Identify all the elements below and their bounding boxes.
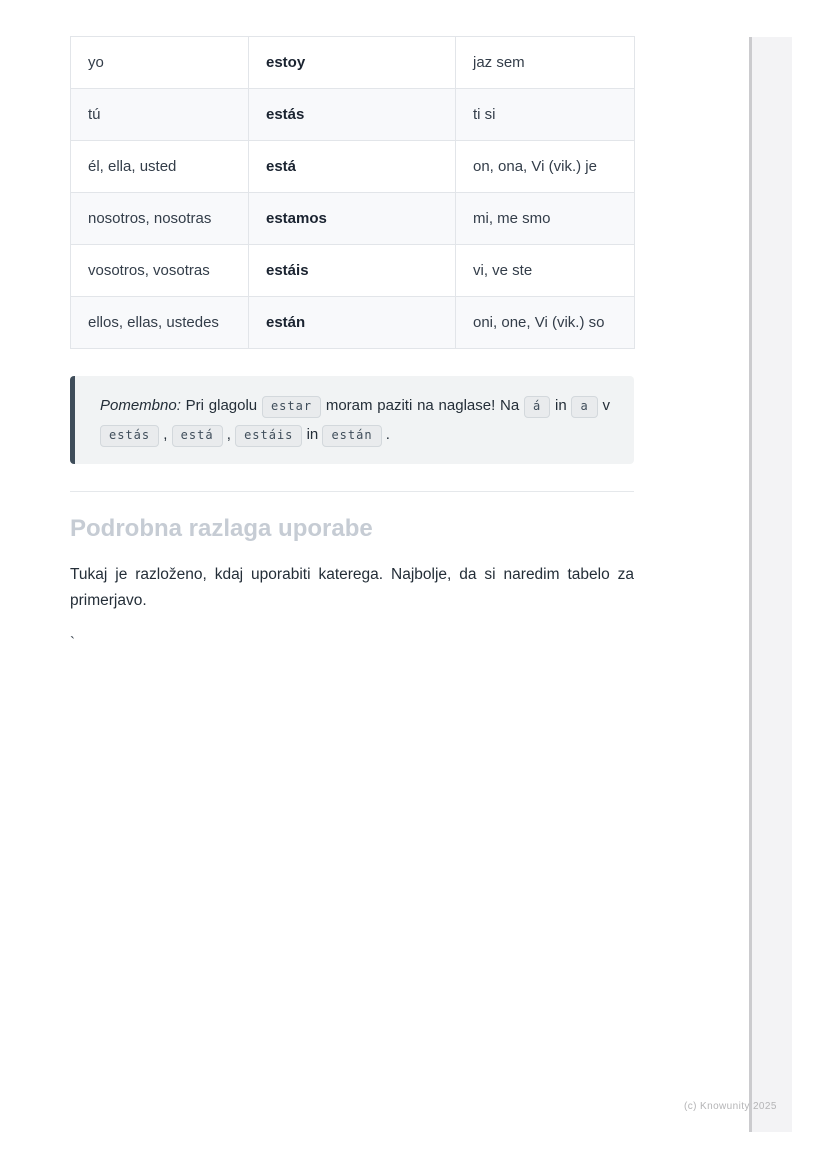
translation-cell: mi, me smo <box>456 193 635 245</box>
conjugation-table <box>70 36 635 349</box>
verb-cell: estás <box>249 89 456 141</box>
translation-cell: ti si <box>456 89 635 141</box>
pronoun-cell: ellos, ellas, ustedes <box>71 297 249 349</box>
pronoun-cell: nosotros, nosotras <box>71 193 249 245</box>
code-chip-estan: están <box>322 425 381 447</box>
pronoun-cell: yo <box>71 37 249 89</box>
code-chip-estas: estás <box>100 425 159 447</box>
code-chip-estar: estar <box>262 396 321 418</box>
callout-segment: in <box>306 426 319 443</box>
table-row <box>71 245 635 297</box>
table-row <box>71 89 635 141</box>
section-paragraph: Tukaj je razloženo, kdaj uporabiti katerega. Najbolje, da si naredim tabelo za primerjavo. <box>70 566 634 609</box>
translation-cell: jaz sem <box>456 37 635 89</box>
table-row <box>71 193 635 245</box>
verb-cell: estamos <box>249 193 456 245</box>
callout-text <box>100 391 610 449</box>
callout-segment: in <box>555 397 567 414</box>
document-page-content <box>70 36 634 651</box>
table-row <box>71 297 635 349</box>
table-row <box>71 37 635 89</box>
callout-segment: moram paziti na naglase! Na <box>325 397 520 414</box>
verb-cell: están <box>249 297 456 349</box>
verb-cell: estáis <box>249 245 456 297</box>
callout-lead: Pomembno: <box>100 397 181 414</box>
page-edge-strip <box>749 37 792 1132</box>
code-chip-estais: estáis <box>235 425 302 447</box>
callout-segment: . <box>385 426 390 443</box>
code-chip-a: a <box>571 396 597 418</box>
code-chip-esta: está <box>172 425 223 447</box>
code-chip-a-accent: á <box>524 396 550 418</box>
callout-segment: Pri glagolu <box>185 397 258 414</box>
table-row <box>71 141 635 193</box>
translation-cell: on, ona, Vi (vik.) je <box>456 141 635 193</box>
pronoun-cell: vosotros, vosotras <box>71 245 249 297</box>
translation-cell: oni, one, Vi (vik.) so <box>456 297 635 349</box>
callout-segment: , <box>226 426 231 443</box>
pronoun-cell: tú <box>71 89 249 141</box>
stray-backtick: ` <box>70 634 75 651</box>
important-note-callout <box>70 376 634 464</box>
section-heading: Podrobna razlaga uporabe <box>70 515 373 542</box>
callout-segment: , <box>163 426 168 443</box>
pronoun-cell: él, ella, usted <box>71 141 249 193</box>
copyright-watermark: (c) Knowunity 2025 <box>684 1101 777 1112</box>
verb-cell: está <box>249 141 456 193</box>
section-divider <box>70 491 634 492</box>
translation-cell: vi, ve ste <box>456 245 635 297</box>
callout-segment: v <box>602 397 610 414</box>
verb-cell: estoy <box>249 37 456 89</box>
